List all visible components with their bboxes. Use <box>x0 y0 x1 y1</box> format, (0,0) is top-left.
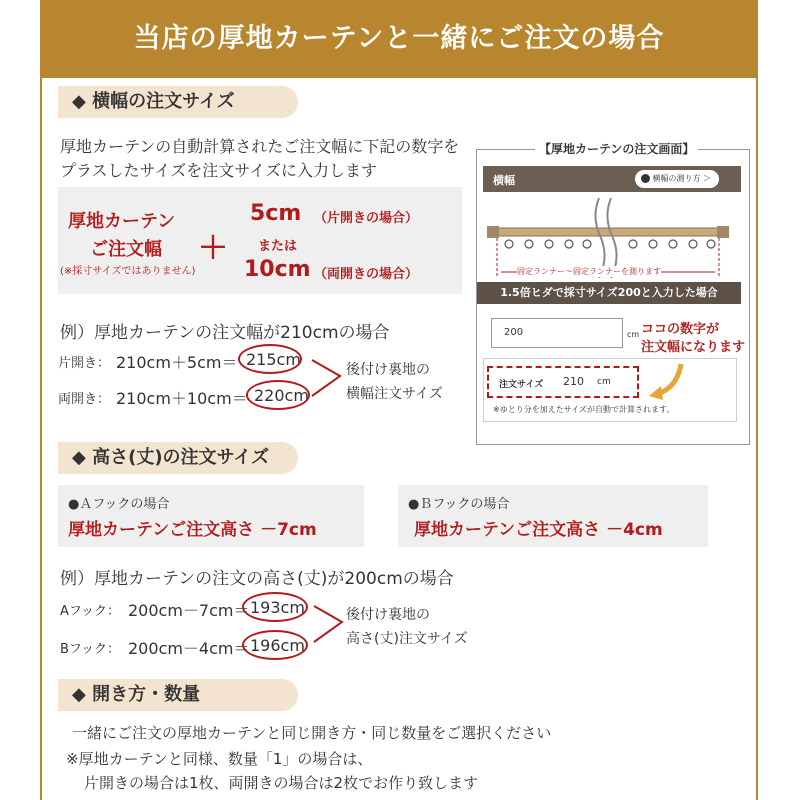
formula-left-note: (※採寸サイズではありません) <box>60 266 196 277</box>
height-example-title: 例）厚地カーテンの注文の高さ(丈)が200cmの場合 <box>60 569 454 589</box>
callout-line2: 注文幅になります <box>641 340 746 355</box>
a-hook-formula: 厚地カーテンご注文高さ －7cm <box>68 520 317 540</box>
width-row2-circle <box>246 380 310 410</box>
height-row2-circle <box>242 630 308 660</box>
order-panel-title: 【厚地カーテンの注文画面】 <box>535 140 698 157</box>
formula-or: または <box>258 239 298 254</box>
b-hook-label: ●Ｂフックの場合 <box>408 497 510 512</box>
width-section-heading: ◆ 横幅の注文サイズ <box>58 86 298 118</box>
b-hook-box <box>398 485 708 547</box>
order-size-label: 注文サイズ <box>499 380 544 390</box>
width-row2-result: 220cm <box>254 386 309 405</box>
order-screen-panel <box>476 142 750 445</box>
width-row1-expr: 210cm＋5cm＝ <box>116 353 238 372</box>
panel-caption: 1.5倍ヒダで採寸サイズ200と入力した場合 <box>477 282 741 304</box>
callout-line1: ココの数字が <box>641 322 720 337</box>
a-hook-label: ●Ａフックの場合 <box>68 497 170 512</box>
height-row1-expr: 200cm－7cm＝ <box>128 601 250 620</box>
formula-left-line1: 厚地カーテン <box>68 211 176 232</box>
a-hook-box <box>58 485 364 547</box>
height-note-line1: 後付け裏地の <box>346 607 430 623</box>
how-to-measure-label: 横幅の測り方 ＞ <box>652 174 712 183</box>
width-row1-result: 215cm <box>246 350 301 369</box>
width-intro-line2: プラスしたサイズを注文サイズに入力します <box>60 161 377 180</box>
height-section-heading: ◆ 高さ(丈)の注文サイズ <box>58 442 298 474</box>
how-to-measure-button[interactable] <box>635 170 719 188</box>
height-row2-result: 196cm <box>250 636 305 655</box>
width-row1-circle <box>238 344 302 374</box>
formula-single-value: 5cm <box>250 201 302 226</box>
open-section-heading: ◆ 開き方・数量 <box>58 679 298 711</box>
formula-plus: ＋ <box>198 231 228 266</box>
width-example-title: 例）厚地カーテンの注文幅が210cmの場合 <box>60 323 390 343</box>
width-row2-expr: 210cm＋10cm＝ <box>116 389 248 408</box>
width-row1-label: 片開き： <box>58 356 111 371</box>
width-row2-label: 両開き： <box>58 392 111 407</box>
size-input-unit: cm <box>627 330 640 339</box>
height-row1-label: Aフック： <box>60 604 120 619</box>
height-row1-result: 193cm <box>250 598 305 617</box>
open-line2: ※厚地カーテンと同様、数量「1」の場合は、 <box>66 750 373 768</box>
width-bar <box>483 166 741 192</box>
formula-left-line2: ご注文幅 <box>90 239 162 260</box>
height-row2-expr: 200cm－4cm＝ <box>128 639 250 658</box>
width-bar-label: 横幅 <box>493 174 515 187</box>
b-hook-formula: 厚地カーテンご注文高さ －4cm <box>414 520 663 540</box>
width-intro-line1: 厚地カーテンの自動計算されたご注文幅に下記の数字を <box>60 137 460 156</box>
height-row1-circle <box>242 592 308 622</box>
open-line3: 片開きの場合は1枚、両開きの場合は2枚でお作り致します <box>84 774 479 792</box>
width-note-line2: 横幅注文サイズ <box>346 386 443 402</box>
measure-label: 固定ランナー～固定ランナーを測ります <box>517 267 661 276</box>
height-note-line2: 高さ(丈)注文サイズ <box>346 631 468 647</box>
order-size-unit: cm <box>597 377 611 387</box>
size-input[interactable]: 200 <box>491 318 623 348</box>
height-row2-label: Bフック： <box>60 642 121 657</box>
width-bracket-arrow <box>310 358 346 402</box>
info-icon <box>641 174 650 183</box>
order-panel-footnote: ※ゆとり分を加えたサイズが自動で計算されます。 <box>493 405 675 414</box>
height-bracket-arrow <box>312 604 348 648</box>
formula-single-label: （片開きの場合） <box>314 211 419 226</box>
order-size-highlight <box>487 366 639 398</box>
page-banner: 当店の厚地カーテンと一緒にご注文の場合 <box>40 0 758 78</box>
width-formula-box <box>58 187 462 294</box>
formula-double-value: 10cm <box>244 257 311 282</box>
formula-double-label: （両開きの場合） <box>314 267 419 282</box>
width-note-line1: 後付け裏地の <box>346 362 430 378</box>
order-size-value: 210 <box>563 375 584 388</box>
open-line1: 一緒にご注文の厚地カーテンと同じ開き方・同じ数量をご選択ください <box>72 724 552 742</box>
